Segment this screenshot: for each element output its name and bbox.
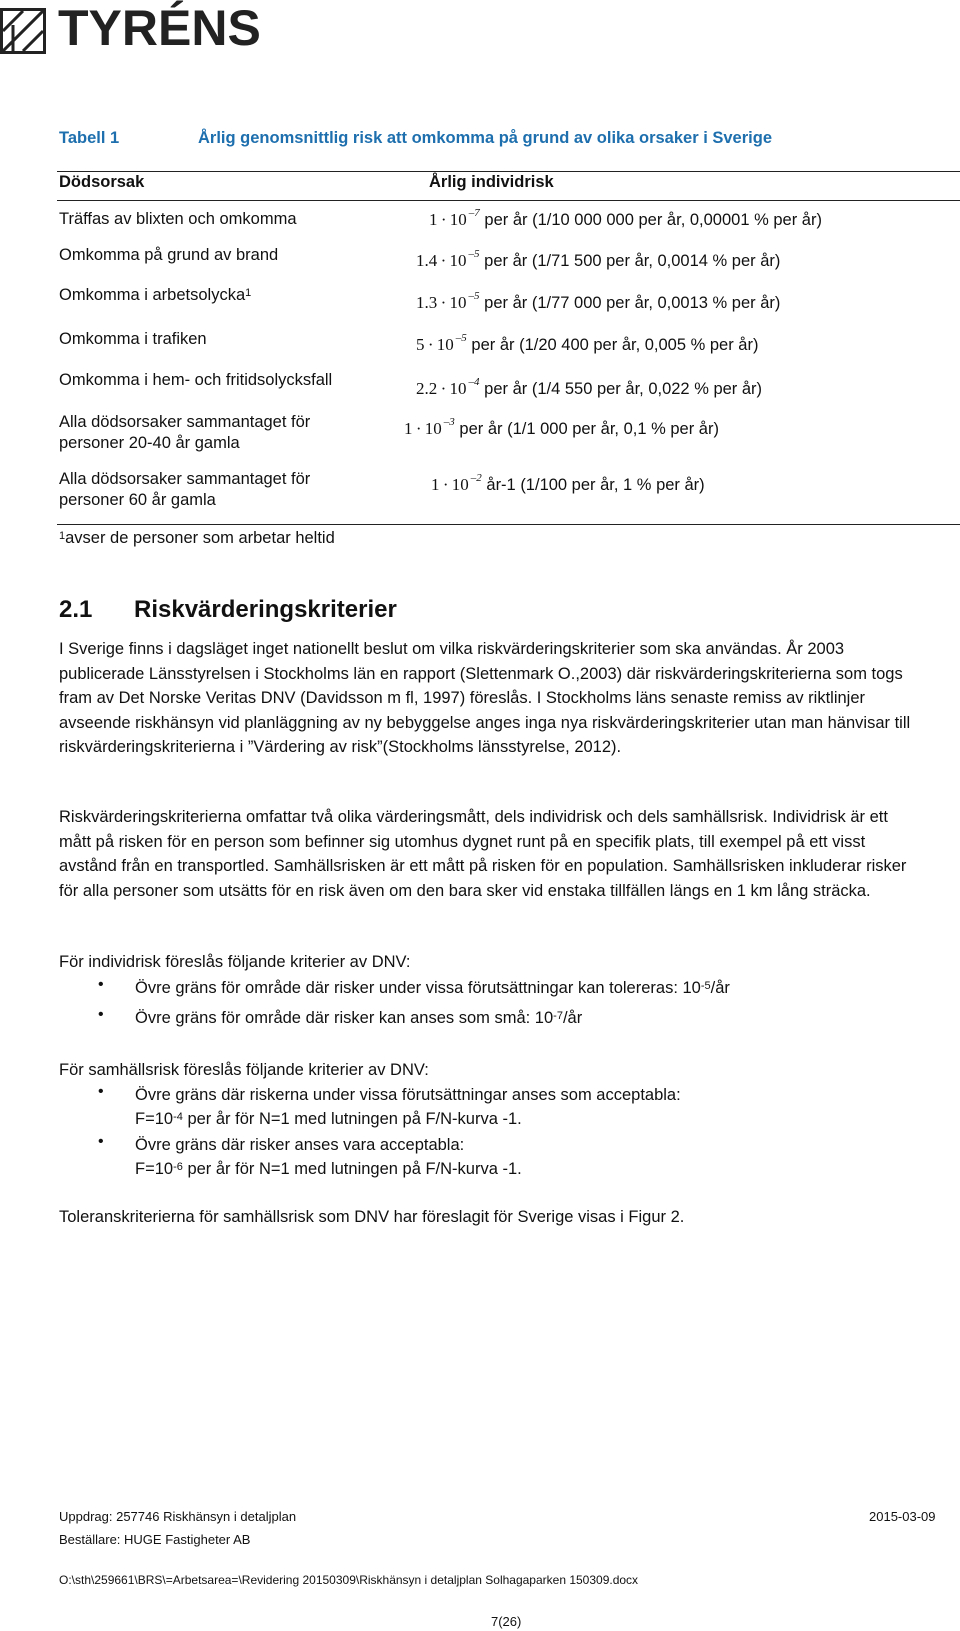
risk-base: 10 [449, 379, 467, 398]
footer-client: Beställare: HUGE Fastigheter AB [59, 1532, 251, 1547]
item-text: F=10 [135, 1110, 174, 1128]
risk-base: 10 [451, 475, 469, 494]
risk-cell: 1 · 10 $^{-7}$ per år (1/10 000 000 per år, 0,00001 % per år) [429, 207, 822, 229]
cause-line: personer 60 år gamla [59, 491, 216, 509]
risk-cell: 1 · 10 $^{-3}$ per år (1/1 000 per år, 0,1 % per år) [404, 416, 719, 438]
tyrens-logo [0, 2, 262, 54]
risk-base: 10 [436, 335, 454, 354]
cause-cell [59, 285, 251, 306]
risk-text: per år (1/77 000 per år, 0,0013 % per år) [484, 294, 781, 312]
risk-base: 10 [449, 210, 467, 229]
risk-coef: 1 [404, 419, 413, 438]
risk-exponent: 7 [474, 207, 480, 219]
cause-cell [59, 412, 310, 454]
item-text: per år för N=1 med lutningen på F/N-kurva -1. [182, 1160, 522, 1178]
table-title: Årlig genomsnittlig risk att omkomma på grund av olika orsaker i Sverige [198, 129, 772, 147]
footer-assignment: Uppdrag: 257746 Riskhänsyn i detaljplan [59, 1509, 297, 1524]
exponent: -4 [173, 1111, 183, 1123]
exponent: -6 [173, 1161, 183, 1173]
table-header-rule [57, 200, 960, 201]
footnote-mark: 1 [59, 530, 66, 542]
table-label: Tabell 1 [59, 129, 120, 147]
footnote-text: avser de personer som arbetar heltid [65, 529, 335, 547]
section-title: Riskvärderingskriterier [134, 596, 397, 623]
list-item [135, 1133, 522, 1181]
cause-text: Omkomma i arbetsolycka [59, 286, 246, 304]
item-text: Övre gräns för område där risker kan anses som små: 10 [135, 1009, 554, 1027]
risk-exponent: 5 [474, 248, 480, 260]
cause-line: Alla dödsorsaker sammantaget för [59, 470, 311, 488]
paragraph: Toleranskriterierna för samhällsrisk som DNV har föreslagit för Sverige visas i Figur 2. [59, 1208, 685, 1226]
risk-text: per år (1/4 550 per år, 0,022 % per år) [484, 380, 763, 398]
list-item [135, 1083, 681, 1131]
table-footnote [59, 528, 335, 549]
list-intro: För samhällsrisk föreslås följande kriterier av DNV: [59, 1061, 429, 1079]
risk-cell: 1 · 10 $^{-2}$ år-1 (1/100 per år, 1 % per år) [431, 472, 705, 494]
risk-cell: 1.3 · 10 $^{-5}$ per år (1/77 000 per år, 0,0013 % per år) [416, 290, 781, 312]
risk-coef: 1 [429, 210, 438, 229]
item-unit: /år [562, 1009, 583, 1027]
cause-cell [59, 469, 310, 511]
item-text: Övre gräns där risker anses vara acceptabla: [135, 1136, 465, 1154]
page-number: 7(26) [491, 1614, 522, 1629]
risk-coef: 1 [431, 475, 440, 494]
column-header-cause: Dödsorsak [59, 173, 145, 191]
risk-base: 10 [449, 293, 467, 312]
footer-date: 2015-03-09 [869, 1509, 936, 1524]
risk-text: per år (1/20 400 per år, 0,005 % per år) [471, 336, 759, 354]
risk-coef: 1.3 [416, 293, 438, 312]
risk-coef: 5 [416, 335, 425, 354]
bullet-icon: • [98, 1133, 104, 1150]
risk-base: 10 [424, 419, 442, 438]
logo-mark-icon [0, 8, 46, 54]
risk-cell: 1.4 · 10 $^{-5}$ per år (1/71 500 per år, 0,0014 % per år) [416, 248, 781, 270]
risk-text: per år (1/71 500 per år, 0,0014 % per år) [484, 252, 781, 270]
risk-cell: 5 · 10 $^{-5}$ per år (1/20 400 per år, 0,005 % per år) [416, 332, 759, 354]
item-text: per år för N=1 med lutningen på F/N-kurva -1. [182, 1110, 522, 1128]
risk-text: per år (1/10 000 000 per år, 0,00001 % per år) [484, 211, 822, 229]
cause-line: personer 20-40 år gamla [59, 434, 240, 452]
section-heading [59, 596, 397, 624]
risk-coef: 1.4 [416, 251, 438, 270]
section-number: 2.1 [59, 596, 93, 623]
bullet-icon: • [98, 1083, 104, 1100]
item-unit: /år [710, 979, 730, 997]
bullet-icon: • [98, 1006, 104, 1023]
cause-cell: Omkomma i hem- och fritidsolycksfall [59, 371, 333, 389]
item-text: Övre gräns där riskerna under vissa förutsättningar anses som acceptabla: [135, 1086, 681, 1104]
paragraph: I Sverige finns i dagsläget inget nationellt beslut om vilka riskvärderingskriterier som ska användas. År 2003 publicerade Länsstyrelsen i Stockholms län en rapport (Slettenmark O.,2003) där riskvärderingskriterierna som togs fram av Det Norske Veritas DNV (Davidsson m fl, 1997) föreslås. I Stockholms läns senaste remiss av riktlinjer avseende riskhänsyn vid planläggning av ny bebyggelse anges inga nya riskvärderingskriterier utan man hänvisar till riskvärderingskriterierna i ”Värdering av risk”(Stockholms länsstyrelse, 2012). [59, 640, 911, 756]
cause-cell: Träffas av blixten och omkomma [59, 210, 297, 228]
exponent: -5 [700, 980, 711, 992]
risk-text: år-1 (1/100 per år, 1 % per år) [486, 476, 705, 494]
risk-coef: 2.2 [416, 379, 438, 398]
risk-exponent: 3 [449, 416, 455, 428]
cause-cell: Omkomma på grund av brand [59, 246, 279, 264]
risk-text: per år (1/1 000 per år, 0,1 % per år) [459, 420, 719, 438]
list-item [135, 1006, 582, 1030]
footnote-ref: 1 [245, 287, 252, 299]
bullet-icon: • [98, 976, 104, 993]
risk-exponent: 5 [461, 332, 467, 344]
footer-file-path: O:\sth\259661\BRS\=Arbetsarea=\Revidering 20150309\Riskhänsyn i detaljplan Solhagaparken 150309.docx [59, 1573, 639, 1587]
paragraph: Riskvärderingskriterierna omfattar två olika värderingsmått, dels individrisk och dels samhällsrisk. Individrisk är ett mått på risken för en person som befinner sig utomhus dygnet runt på en specifik plats, till exempel på ett visst avstånd från en transportled. Samhällsrisken är ett mått på risken för en population. Samhällsrisken inkluderar risker för alla personer som utsätts för en risk även om den bara sker vid enstaka tillfällen längs en 1 km lång sträcka. [59, 808, 907, 900]
column-header-risk: Årlig individrisk [429, 173, 554, 191]
logo-wordmark: TYRÉNS [58, 0, 261, 56]
risk-cell: 2.2 · 10 $^{-4}$ per år (1/4 550 per år, 0,022 % per år) [416, 376, 763, 398]
risk-exponent: 4 [474, 376, 480, 388]
cause-line: Alla dödsorsaker sammantaget för [59, 413, 311, 431]
item-text: F=10 [135, 1160, 174, 1178]
cause-cell: Omkomma i trafiken [59, 330, 207, 348]
table-bottom-rule [57, 524, 960, 525]
risk-exponent: 5 [474, 290, 480, 302]
risk-base: 10 [449, 251, 467, 270]
item-text: Övre gräns för område där risker under vissa förutsättningar kan tolereras: 10 [135, 979, 701, 997]
list-item [135, 976, 730, 1000]
exponent: -7 [553, 1010, 563, 1022]
list-intro: För individrisk föreslås följande kriterier av DNV: [59, 953, 411, 971]
risk-exponent: 2 [476, 472, 482, 484]
